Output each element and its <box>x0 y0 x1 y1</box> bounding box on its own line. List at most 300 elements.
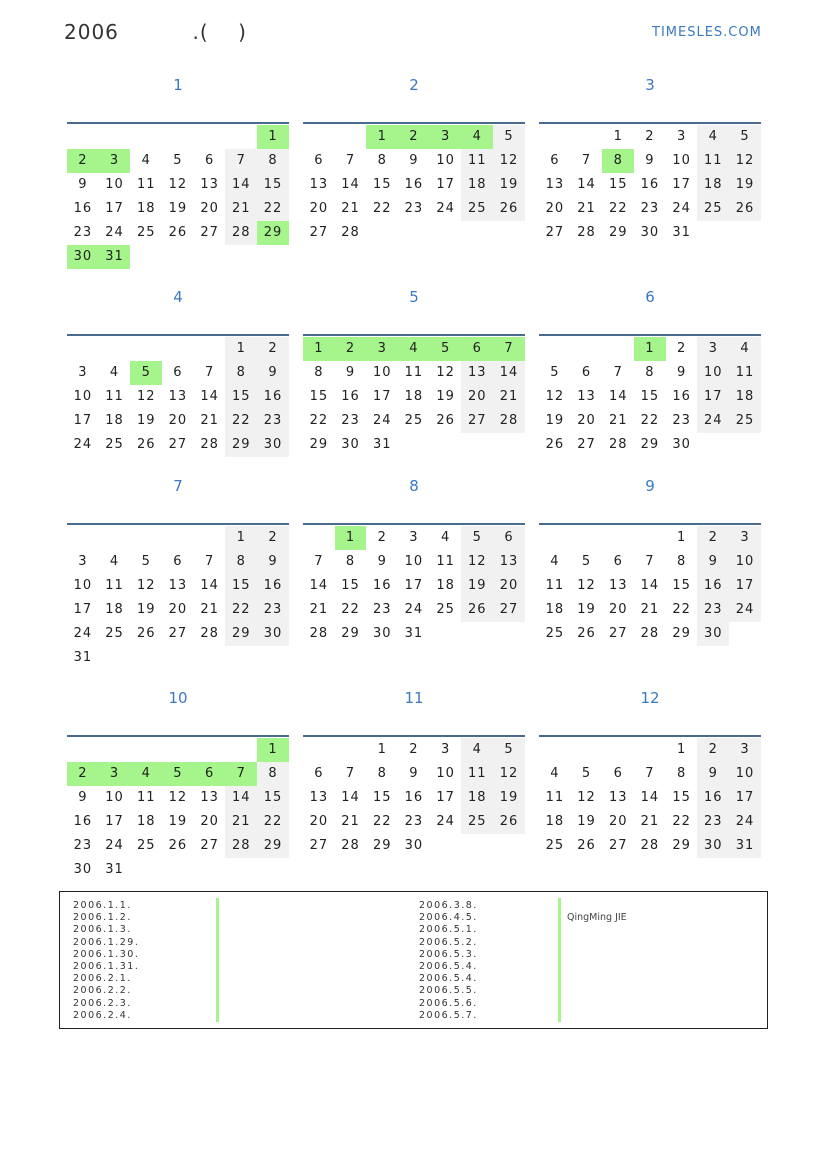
day-cell: 4 <box>461 738 493 762</box>
day-cell: 13 <box>608 578 628 593</box>
day-cell: 26 <box>577 626 596 641</box>
day-cell: 21 <box>225 197 257 221</box>
day-cell: 19 <box>436 389 455 404</box>
site-link[interactable]: TIMESLES.COM <box>652 25 762 40</box>
day-cell: 6 <box>581 365 592 380</box>
empty-cell <box>571 526 603 550</box>
month-rule <box>303 122 525 124</box>
holiday-dates-left <box>73 900 139 1022</box>
day-cell: 15 <box>225 385 257 409</box>
holiday-date: 2006.1.3. <box>73 924 132 936</box>
day-cell: 8 <box>225 361 257 385</box>
day-cell: 19 <box>168 814 188 829</box>
day-cell: 30 <box>257 433 289 457</box>
day-cell: 17 <box>73 602 93 617</box>
empty-cell <box>303 738 335 762</box>
day-cell: 10 <box>436 153 455 168</box>
day-cell: 22 <box>225 598 257 622</box>
day-cell: 2 <box>67 149 99 173</box>
day-cell: 19 <box>493 786 525 810</box>
day-cell: 4 <box>109 554 120 569</box>
day-cell: 12 <box>168 790 188 805</box>
day-cell: 27 <box>545 225 565 240</box>
holiday-date: 2006.5.4. <box>419 973 478 985</box>
day-cell: 9 <box>377 554 387 569</box>
day-cell: 3 <box>729 526 761 550</box>
day-cell: 22 <box>257 810 289 834</box>
day-cell: 11 <box>545 578 565 593</box>
day-cell: 9 <box>257 361 289 385</box>
day-cell: 29 <box>225 622 257 646</box>
day-cell: 6 <box>173 365 183 380</box>
holiday-date: 2006.5.7. <box>419 1009 478 1021</box>
day-cell: 22 <box>608 201 628 216</box>
day-cell: 12 <box>577 790 596 805</box>
day-cell: 18 <box>105 413 124 428</box>
day-cell: 16 <box>697 574 729 598</box>
month-title: 2 <box>409 76 419 94</box>
day-cell: 14 <box>225 786 257 810</box>
empty-cell <box>571 125 603 149</box>
day-cell: 4 <box>141 153 151 168</box>
day-cell: 8 <box>602 149 634 173</box>
day-cell: 5 <box>493 738 525 762</box>
day-cell: 26 <box>168 838 188 853</box>
day-cell: 21 <box>341 201 360 216</box>
day-cell: 1 <box>257 738 289 762</box>
day-cell: 16 <box>73 814 93 829</box>
day-cell: 15 <box>372 177 392 192</box>
day-cell: 27 <box>168 626 188 641</box>
holiday-date: 2006.5.5. <box>419 985 478 997</box>
day-cell: 23 <box>73 225 93 240</box>
empty-cell <box>67 526 99 550</box>
day-cell: 2 <box>335 337 367 361</box>
day-cell: 5 <box>581 554 592 569</box>
month-4 <box>67 287 289 452</box>
day-cell: 13 <box>461 361 493 385</box>
day-cell: 1 <box>634 337 666 361</box>
day-cell: 17 <box>105 814 124 829</box>
day-cell: 19 <box>136 602 156 617</box>
day-cell: 23 <box>404 814 424 829</box>
day-cell: 29 <box>309 437 329 452</box>
day-cell: 14 <box>493 361 525 385</box>
day-cell: 22 <box>372 814 392 829</box>
day-cell: 17 <box>372 389 392 404</box>
day-cell: 15 <box>341 578 360 593</box>
day-cell: 23 <box>697 810 729 834</box>
holiday-list <box>59 891 768 1029</box>
day-cell: 29 <box>640 437 660 452</box>
empty-cell <box>99 125 131 149</box>
day-cell: 23 <box>257 409 289 433</box>
day-cell: 25 <box>697 197 729 221</box>
day-cell: 13 <box>545 177 565 192</box>
day-cell: 14 <box>309 578 329 593</box>
day-cell: 3 <box>697 337 729 361</box>
day-cell: 17 <box>672 177 691 192</box>
day-cell: 25 <box>136 225 156 240</box>
day-cell: 29 <box>257 221 289 245</box>
day-cell: 7 <box>204 365 215 380</box>
day-cell: 1 <box>377 742 387 757</box>
day-cell: 13 <box>200 790 219 805</box>
day-cell: 5 <box>130 361 162 385</box>
day-cell: 14 <box>341 177 360 192</box>
day-cell: 4 <box>550 766 560 781</box>
day-cell: 8 <box>225 550 257 574</box>
day-cell: 18 <box>436 578 455 593</box>
empty-cell <box>539 738 571 762</box>
month-rule <box>303 334 525 336</box>
day-cell: 7 <box>645 554 655 569</box>
day-cell: 6 <box>493 526 525 550</box>
day-cell: 23 <box>672 413 691 428</box>
day-cell: 17 <box>729 786 761 810</box>
month-days-grid <box>67 526 289 670</box>
day-cell: 9 <box>676 365 687 380</box>
day-cell: 24 <box>436 814 455 829</box>
day-cell: 19 <box>545 413 565 428</box>
day-cell: 30 <box>341 437 360 452</box>
day-cell: 21 <box>577 201 596 216</box>
day-cell: 11 <box>697 149 729 173</box>
month-title: 5 <box>409 288 419 306</box>
day-cell: 14 <box>341 790 360 805</box>
empty-cell <box>602 738 634 762</box>
day-cell: 22 <box>640 413 660 428</box>
empty-cell <box>194 337 226 361</box>
day-cell: 9 <box>78 790 88 805</box>
day-cell: 15 <box>640 389 660 404</box>
holiday-date: 2006.5.4. <box>419 960 478 972</box>
day-cell: 26 <box>729 197 761 221</box>
day-cell: 21 <box>640 814 660 829</box>
day-cell: 12 <box>436 365 455 380</box>
month-days-grid <box>303 738 525 858</box>
day-cell: 11 <box>545 790 565 805</box>
month-8 <box>303 476 525 641</box>
day-cell: 22 <box>341 602 360 617</box>
empty-cell <box>225 738 257 762</box>
day-cell: 1 <box>257 125 289 149</box>
day-cell: 23 <box>404 201 424 216</box>
day-cell: 11 <box>461 762 493 786</box>
day-cell: 4 <box>550 554 560 569</box>
day-cell: 21 <box>640 602 660 617</box>
day-cell: 15 <box>672 790 691 805</box>
day-cell: 19 <box>136 413 156 428</box>
month-title: 3 <box>645 76 655 94</box>
day-cell: 26 <box>461 598 493 622</box>
day-cell: 8 <box>676 554 687 569</box>
day-cell: 4 <box>461 125 493 149</box>
empty-cell <box>634 526 666 550</box>
empty-cell <box>130 337 162 361</box>
day-cell: 30 <box>372 626 392 641</box>
day-cell: 13 <box>493 550 525 574</box>
day-cell: 19 <box>577 814 596 829</box>
day-cell: 18 <box>697 173 729 197</box>
day-cell: 27 <box>608 626 628 641</box>
day-cell: 28 <box>341 225 360 240</box>
month-title: 8 <box>409 477 419 495</box>
day-cell: 27 <box>493 598 525 622</box>
day-cell: 26 <box>168 225 188 240</box>
day-cell: 28 <box>341 838 360 853</box>
day-cell: 17 <box>729 574 761 598</box>
day-cell: 6 <box>204 153 215 168</box>
day-cell: 6 <box>461 337 493 361</box>
holiday-date: 2006.1.31. <box>73 960 140 972</box>
day-cell: 22 <box>672 814 691 829</box>
day-cell: 23 <box>640 201 660 216</box>
holiday-date: 2006.2.1. <box>73 973 132 985</box>
day-cell: 11 <box>136 177 156 192</box>
day-cell: 17 <box>436 790 455 805</box>
day-cell: 23 <box>257 598 289 622</box>
empty-cell <box>67 738 99 762</box>
month-rule <box>539 122 761 124</box>
holiday-date: 2006.2.3. <box>73 997 132 1009</box>
day-cell: 22 <box>257 197 289 221</box>
day-cell: 28 <box>608 437 628 452</box>
day-cell: 28 <box>200 626 219 641</box>
day-cell: 18 <box>136 201 156 216</box>
empty-cell <box>571 738 603 762</box>
month-days-grid <box>539 337 761 457</box>
empty-cell <box>335 125 367 149</box>
day-cell: 4 <box>130 762 162 786</box>
day-cell: 7 <box>345 766 356 781</box>
day-cell: 20 <box>309 201 329 216</box>
page-title: 2006 .( ) <box>64 20 247 44</box>
month-title: 9 <box>645 477 655 495</box>
day-cell: 2 <box>67 762 99 786</box>
empty-cell <box>194 738 226 762</box>
day-cell: 30 <box>257 622 289 646</box>
day-cell: 15 <box>608 177 628 192</box>
day-cell: 9 <box>78 177 88 192</box>
day-cell: 22 <box>225 409 257 433</box>
day-cell: 11 <box>105 578 124 593</box>
day-cell: 25 <box>545 626 565 641</box>
month-2 <box>303 75 525 240</box>
day-cell: 17 <box>436 177 455 192</box>
holiday-date: 2006.1.30. <box>73 948 140 960</box>
day-cell: 29 <box>672 626 691 641</box>
day-cell: 20 <box>168 413 188 428</box>
month-rule <box>67 334 289 336</box>
empty-cell <box>130 526 162 550</box>
month-days-grid <box>303 125 525 245</box>
holiday-name: QingMing JIE <box>567 912 627 923</box>
day-cell: 28 <box>640 626 660 641</box>
day-cell: 26 <box>493 810 525 834</box>
day-cell: 27 <box>200 838 219 853</box>
day-cell: 4 <box>697 125 729 149</box>
day-cell: 5 <box>581 766 592 781</box>
day-cell: 9 <box>697 550 729 574</box>
day-cell: 16 <box>672 389 691 404</box>
holiday-date: 2006.1.1. <box>73 900 132 911</box>
day-cell: 3 <box>99 149 131 173</box>
day-cell: 2 <box>257 526 289 550</box>
day-cell: 7 <box>314 554 324 569</box>
day-cell: 16 <box>404 790 424 805</box>
day-cell: 11 <box>136 790 156 805</box>
day-cell: 16 <box>257 385 289 409</box>
holiday-date: 2006.3.8. <box>419 900 478 911</box>
day-cell: 7 <box>345 153 356 168</box>
day-cell: 5 <box>461 526 493 550</box>
day-cell: 12 <box>461 550 493 574</box>
day-cell: 7 <box>645 766 655 781</box>
day-cell: 31 <box>672 225 691 240</box>
day-cell: 3 <box>409 530 419 545</box>
day-cell: 29 <box>672 838 691 853</box>
day-cell: 20 <box>200 201 219 216</box>
day-cell: 7 <box>225 762 257 786</box>
day-cell: 24 <box>105 225 124 240</box>
month-title: 6 <box>645 288 655 306</box>
day-cell: 13 <box>309 790 329 805</box>
day-cell: 23 <box>73 838 93 853</box>
day-cell: 20 <box>461 385 493 409</box>
day-cell: 24 <box>404 602 424 617</box>
day-cell: 5 <box>141 554 151 569</box>
day-cell: 21 <box>493 385 525 409</box>
holiday-divider-right <box>558 898 561 1022</box>
day-cell: 6 <box>613 766 623 781</box>
day-cell: 9 <box>645 153 655 168</box>
day-cell: 6 <box>314 153 324 168</box>
day-cell: 9 <box>257 550 289 574</box>
day-cell: 23 <box>341 413 360 428</box>
day-cell: 7 <box>493 337 525 361</box>
day-cell: 18 <box>729 385 761 409</box>
day-cell: 21 <box>608 413 628 428</box>
day-cell: 15 <box>372 790 392 805</box>
day-cell: 30 <box>404 838 424 853</box>
empty-cell <box>162 337 194 361</box>
day-cell: 16 <box>404 177 424 192</box>
day-cell: 12 <box>136 578 156 593</box>
month-days-grid <box>67 125 289 269</box>
day-cell: 5 <box>162 762 194 786</box>
month-rule <box>67 735 289 737</box>
day-cell: 8 <box>345 554 356 569</box>
day-cell: 31 <box>404 626 424 641</box>
day-cell: 2 <box>257 337 289 361</box>
day-cell: 2 <box>409 742 419 757</box>
day-cell: 8 <box>676 766 687 781</box>
day-cell: 10 <box>73 389 93 404</box>
empty-cell <box>539 125 571 149</box>
day-cell: 27 <box>309 225 329 240</box>
month-rule <box>67 122 289 124</box>
empty-cell <box>99 738 131 762</box>
day-cell: 9 <box>409 153 419 168</box>
day-cell: 21 <box>341 814 360 829</box>
month-3 <box>539 75 761 240</box>
day-cell: 5 <box>550 365 560 380</box>
day-cell: 6 <box>314 766 324 781</box>
empty-cell <box>99 337 131 361</box>
day-cell: 1 <box>335 526 367 550</box>
day-cell: 24 <box>372 413 392 428</box>
empty-cell <box>303 526 335 550</box>
day-cell: 24 <box>105 838 124 853</box>
day-cell: 25 <box>545 838 565 853</box>
day-cell: 1 <box>366 125 398 149</box>
day-cell: 23 <box>697 598 729 622</box>
day-cell: 16 <box>257 574 289 598</box>
day-cell: 26 <box>577 838 596 853</box>
month-rule <box>539 523 761 525</box>
day-cell: 27 <box>309 838 329 853</box>
day-cell: 13 <box>168 578 188 593</box>
day-cell: 1 <box>303 337 335 361</box>
day-cell: 1 <box>225 526 257 550</box>
empty-cell <box>162 125 194 149</box>
day-cell: 13 <box>309 177 329 192</box>
day-cell: 24 <box>729 810 761 834</box>
day-cell: 19 <box>729 173 761 197</box>
holiday-date: 2006.1.29. <box>73 936 140 948</box>
holiday-date: 2006.5.2. <box>419 936 478 948</box>
day-cell: 10 <box>73 578 93 593</box>
day-cell: 9 <box>697 762 729 786</box>
day-cell: 28 <box>493 409 525 433</box>
day-cell: 6 <box>613 554 623 569</box>
holiday-dates-right <box>419 900 478 1022</box>
day-cell: 7 <box>581 153 592 168</box>
day-cell: 8 <box>257 762 289 786</box>
day-cell: 13 <box>168 389 188 404</box>
day-cell: 3 <box>676 129 687 144</box>
day-cell: 3 <box>440 742 451 757</box>
empty-cell <box>99 526 131 550</box>
day-cell: 20 <box>577 413 596 428</box>
holiday-date: 2006.5.3. <box>419 948 478 960</box>
day-cell: 6 <box>194 762 226 786</box>
day-cell: 24 <box>672 201 691 216</box>
day-cell: 26 <box>545 437 565 452</box>
empty-cell <box>634 738 666 762</box>
empty-cell <box>130 125 162 149</box>
day-cell: 17 <box>697 385 729 409</box>
day-cell: 10 <box>729 762 761 786</box>
month-9 <box>539 476 761 641</box>
day-cell: 6 <box>173 554 183 569</box>
day-cell: 16 <box>341 389 360 404</box>
day-cell: 8 <box>314 365 324 380</box>
day-cell: 20 <box>168 602 188 617</box>
day-cell: 27 <box>200 225 219 240</box>
month-title: 12 <box>640 689 660 707</box>
empty-cell <box>67 125 99 149</box>
day-cell: 3 <box>729 738 761 762</box>
month-6 <box>539 287 761 452</box>
day-cell: 6 <box>550 153 560 168</box>
day-cell: 12 <box>493 149 525 173</box>
day-cell: 14 <box>608 389 628 404</box>
day-cell: 1 <box>676 742 687 757</box>
day-cell: 25 <box>461 197 493 221</box>
day-cell: 28 <box>577 225 596 240</box>
